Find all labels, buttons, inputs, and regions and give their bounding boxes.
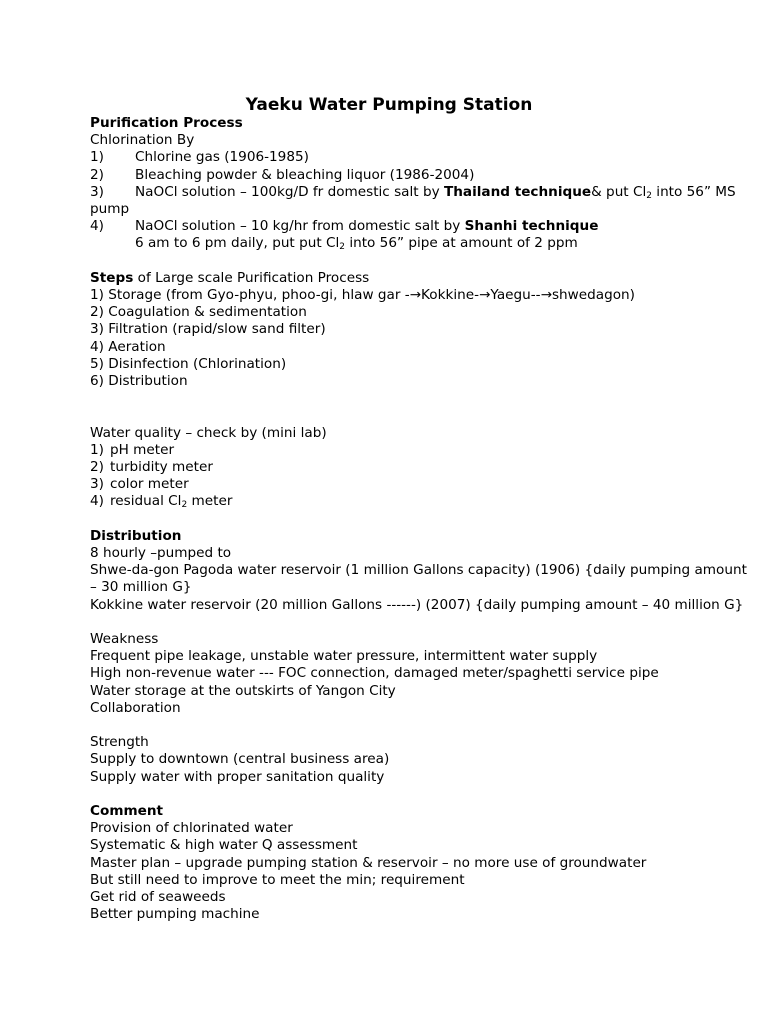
steps-heading xyxy=(90,270,688,287)
step-item: 2) Coagulation & sedimentation xyxy=(90,304,307,321)
water-quality-item xyxy=(90,476,688,493)
water-quality-item xyxy=(90,442,688,459)
chlorination-by-label: Chlorination By xyxy=(90,132,195,149)
item-text: Chlorine gas (1906-1985) xyxy=(135,149,309,166)
subscript: 2 xyxy=(646,190,652,201)
strength-line: Supply water with proper sanitation quality xyxy=(90,768,385,785)
distribution-line: 8 hourly –pumped to xyxy=(90,545,232,562)
spacer xyxy=(90,511,688,528)
step-item: 1) Storage (from Gyo-phyu, phoo-gi, hlaw gar -→Kokkine-→Yaegu--→shwedagon) xyxy=(90,287,635,304)
spacer xyxy=(90,786,688,803)
subscript: 2 xyxy=(339,242,345,253)
item-text: Bleaching powder & bleaching liquor (1986-2004) xyxy=(135,166,475,183)
item-number: 2) xyxy=(90,459,104,476)
item-text: into 56” MS xyxy=(651,183,736,200)
distribution-heading: Distribution xyxy=(90,527,182,544)
comment-heading: Comment xyxy=(90,803,164,820)
comment-line: But still need to improve to meet the min; requirement xyxy=(90,871,465,888)
step-item: 6) Distribution xyxy=(90,373,188,390)
chlorination-item xyxy=(90,218,688,235)
strength-line: Supply to downtown (central business area) xyxy=(90,751,390,768)
item-text: pH meter xyxy=(110,441,175,458)
weakness-line: Water storage at the outskirts of Yangon City xyxy=(90,682,396,699)
water-quality-heading: Water quality – check by (mini lab) xyxy=(90,424,327,441)
purification-heading: Purification Process xyxy=(90,115,243,131)
item-text: meter xyxy=(187,493,233,510)
spacer xyxy=(90,717,688,734)
item-text: turbidity meter xyxy=(110,459,213,476)
item-text: 6 am to 6 pm daily, put put Cl xyxy=(135,235,340,252)
chlorination-item xyxy=(90,149,688,166)
steps-heading-rest: of Large scale Purification Process xyxy=(133,269,370,286)
comment-line: Provision of chlorinated water xyxy=(90,820,293,837)
water-quality-item xyxy=(90,459,688,476)
weakness-line: Frequent pipe leakage, unstable water pressure, intermittent water supply xyxy=(90,648,598,665)
chlorination-item xyxy=(90,183,736,201)
item-text: color meter xyxy=(110,476,189,493)
subscript: 2 xyxy=(181,500,188,511)
spacer xyxy=(90,253,688,270)
spacer xyxy=(90,614,688,631)
strength-heading: Strength xyxy=(90,734,149,751)
item-text: NaOCl solution – 100kg/D fr domestic salt by xyxy=(135,183,444,200)
chlorination-item-continuation: pump xyxy=(90,201,130,218)
step-item: 4) Aeration xyxy=(90,338,166,355)
chlorination-item xyxy=(90,167,688,184)
comment-line: Get rid of seaweeds xyxy=(90,889,226,906)
item-number: 3) xyxy=(90,476,104,493)
item-number: 1) xyxy=(90,441,104,458)
step-item: 3) Filtration (rapid/slow sand filter) xyxy=(90,321,326,338)
step-item: 5) Disinfection (Chlorination) xyxy=(90,355,287,372)
technique-name: Thailand technique xyxy=(443,183,592,200)
item-number: 3) xyxy=(90,183,104,200)
item-number: 2) xyxy=(90,166,104,183)
weakness-line: Collaboration xyxy=(90,699,181,716)
comment-line: Systematic & high water Q assessment xyxy=(90,837,358,854)
item-number: 1) xyxy=(90,149,104,166)
weakness-line: High non-revenue water --- FOC connection, damaged meter/spaghetti service pipe xyxy=(90,665,659,682)
water-quality-item xyxy=(90,493,688,510)
document-title: Yaeku Water Pumping Station xyxy=(245,95,533,115)
item-text: & put Cl xyxy=(591,183,647,200)
weakness-heading: Weakness xyxy=(90,631,159,648)
distribution-line: – 30 million G} xyxy=(90,579,192,596)
distribution-line: Shwe-da-gon Pagoda water reservoir (1 million Gallons capacity) (1906) {daily pumping amount xyxy=(90,562,747,579)
item-number: 4) xyxy=(90,218,104,235)
spacer xyxy=(90,390,688,424)
technique-name: Shanhi technique xyxy=(464,218,599,235)
steps-heading-bold: Steps xyxy=(90,269,134,286)
comment-line: Better pumping machine xyxy=(90,906,260,923)
item-text: residual Cl xyxy=(110,493,182,510)
item-number: 4) xyxy=(90,493,104,510)
item-text: NaOCl solution – 10 kg/hr from domestic salt by xyxy=(135,218,465,235)
chlorination-item-continuation xyxy=(90,235,688,252)
item-text: into 56” pipe at amount of 2 ppm xyxy=(345,235,578,252)
comment-line: Master plan – upgrade pumping station & reservoir – no more use of groundwater xyxy=(90,854,647,871)
distribution-line: Kokkine water reservoir (20 million Gallons ------) (2007) {daily pumping amount – 40 million G} xyxy=(90,596,744,613)
